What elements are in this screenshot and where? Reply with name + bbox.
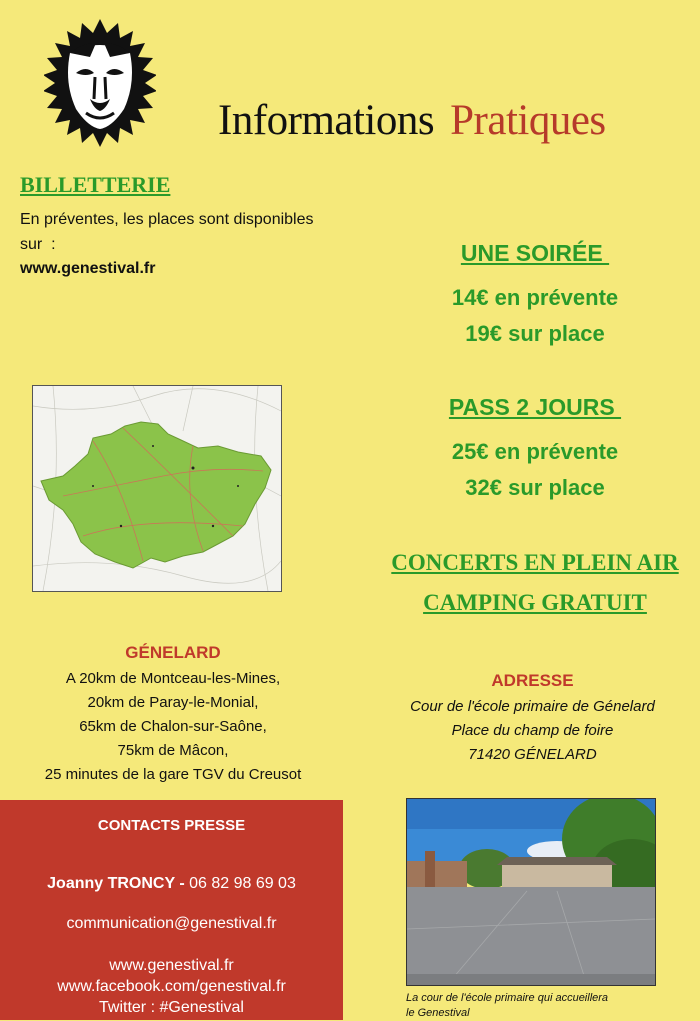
- soiree-heading: UNE SOIRÉE: [460, 240, 610, 266]
- contacts-email[interactable]: communication@genestival.fr: [66, 915, 277, 932]
- camping-heading: CAMPING GRATUIT: [423, 590, 647, 615]
- contacts-twitter[interactable]: Twitter : #Genestival: [99, 999, 244, 1016]
- photo-caption: [406, 991, 676, 1021]
- adresse-block: [380, 671, 685, 767]
- contacts-panel: [0, 800, 343, 1020]
- concerts-heading: CONCERTS EN PLEIN AIR: [391, 550, 679, 575]
- photo-caption-line-2: le Genestival: [406, 1007, 470, 1019]
- adresse-heading: ADRESSE: [491, 671, 574, 690]
- genelard-line-4: 75km de Mâcon,: [117, 742, 229, 759]
- pass-block: [380, 394, 690, 501]
- genelard-block: [20, 643, 326, 787]
- contacts-facebook[interactable]: www.facebook.com/genestival.fr: [57, 978, 286, 995]
- pass-place: 32€ sur place: [465, 475, 605, 500]
- title-word-1: Informations: [218, 97, 435, 144]
- pass-prevente: 25€ en prévente: [451, 439, 619, 464]
- genelard-line-2: 20km de Paray-le-Monial,: [87, 694, 259, 711]
- contacts-website[interactable]: www.genestival.fr: [109, 957, 234, 974]
- adresse-line-2: Place du champ de foire: [451, 722, 614, 739]
- title-word-2: Pratiques: [450, 97, 606, 144]
- adresse-line-1: Cour de l'école primaire de Génelard: [410, 698, 655, 715]
- billetterie-text-2: sur :: [20, 236, 56, 253]
- billetterie-text-1: En préventes, les places sont disponibles: [20, 211, 314, 228]
- contacts-person: [0, 875, 343, 893]
- lion-logo: [44, 16, 156, 150]
- contacts-phone: 06 82 98 69 03: [184, 875, 296, 892]
- soiree-place: 19€ sur place: [465, 321, 605, 346]
- contacts-heading: CONTACTS PRESSE: [97, 817, 246, 834]
- genelard-line-3: 65km de Chalon-sur-Saône,: [79, 718, 267, 735]
- genelard-line-5: 25 minutes de la gare TGV du Creusot: [44, 766, 302, 783]
- soiree-prevente: 14€ en prévente: [451, 285, 619, 310]
- schoolyard-photo: [406, 798, 656, 986]
- soiree-block: [380, 240, 690, 347]
- region-map: [32, 385, 282, 592]
- pass-heading: PASS 2 JOURS: [448, 394, 622, 420]
- photo-caption-line-1: La cour de l'école primaire qui accueillera: [406, 992, 609, 1004]
- contacts-name: Joanny TRONCY -: [47, 875, 185, 892]
- adresse-line-3: 71420 GÉNELARD: [468, 746, 597, 763]
- page-title: [218, 96, 606, 145]
- billetterie-heading: BILLETTERIE: [20, 172, 171, 197]
- billetterie-url[interactable]: www.genestival.fr: [20, 260, 156, 277]
- genelard-line-1: A 20km de Montceau-les-Mines,: [65, 670, 281, 687]
- genelard-heading: GÉNELARD: [125, 643, 221, 662]
